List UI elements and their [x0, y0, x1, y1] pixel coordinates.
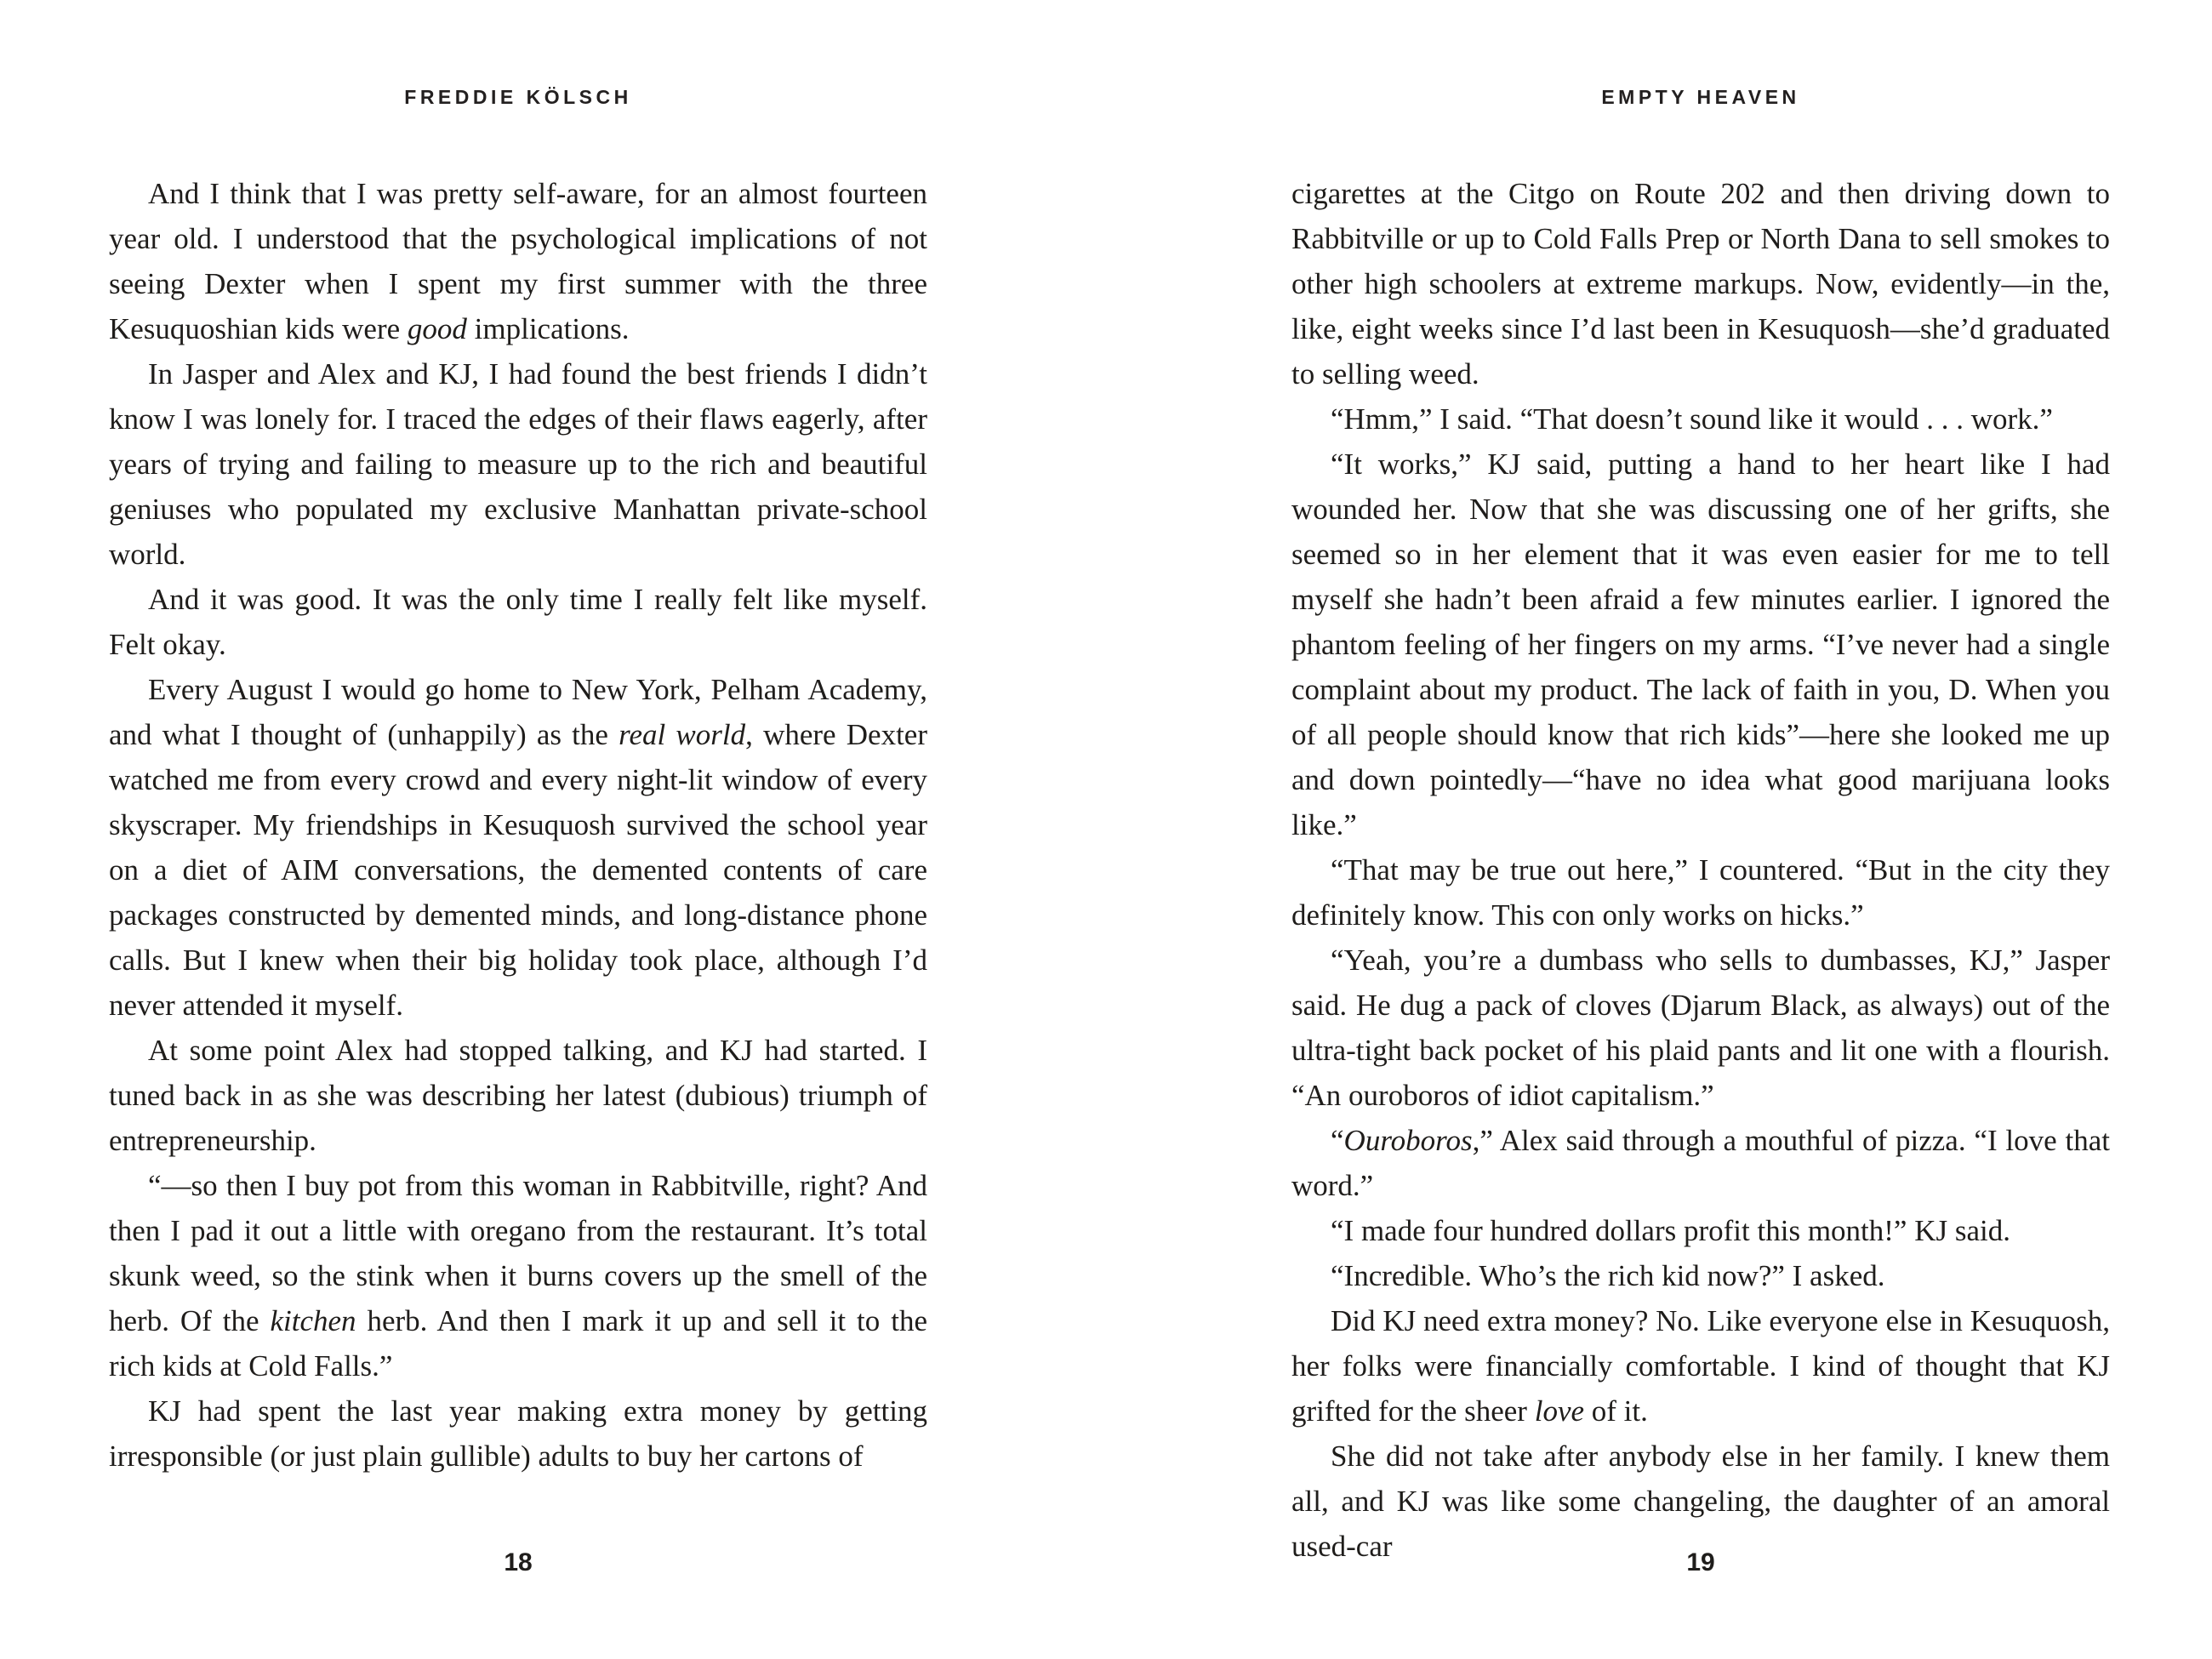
italic-text: real world	[619, 718, 746, 751]
body-text-segment: implications.	[466, 312, 630, 345]
body-paragraph	[109, 171, 927, 351]
italic-text: love	[1534, 1394, 1585, 1428]
body-text-segment: “I made four hundred dollars profit this month!” KJ said.	[1331, 1214, 2010, 1247]
body-text-segment: ,” Alex said through a mouthful of pizza. “I love that word.”	[1291, 1124, 2110, 1202]
body-text-segment: “It works,” KJ said, putting a hand to her heart like I had wounded her. Now that she was discussing one of her grifts, she seemed so in her element that it was even easier for me to tell myself she hadn’t been afraid a few minutes earlier. I ignored the phantom feeling of her fingers on my arms. “I’ve never had a single complaint about my product. The lack of faith in you, D. When you of all people should know that rich kids”—here she looked me up and down pointedly—“have no idea what good marijuana looks like.”	[1291, 448, 2110, 841]
body-paragraph	[109, 577, 927, 667]
body-paragraph	[109, 1388, 927, 1479]
body-text-segment: Every August I would go home to New York, Pelham Academy, and what I thought of (unhappily) as the	[109, 673, 927, 751]
body-text-segment: “Yeah, you’re a dumbass who sells to dumbasses, KJ,” Jasper said. He dug a pack of cloves (Djarum Black, as always) out of the ultra-tight back pocket of his plaid pants and lit one with a flourish. “An ouroboros of idiot capitalism.”	[1291, 944, 2110, 1112]
page-left-body	[109, 171, 927, 1479]
running-header-book-title: EMPTY HEAVEN	[1601, 86, 1800, 108]
running-header-author: FREDDIE KÖLSCH	[404, 86, 632, 108]
body-text-segment: KJ had spent the last year making extra money by getting irresponsible (or just plain gullible) adults to buy her cartons of	[109, 1394, 927, 1473]
body-paragraph	[109, 1028, 927, 1163]
body-text-segment: “Hmm,” I said. “That doesn’t sound like it would . . . work.”	[1331, 402, 2053, 436]
page-left	[109, 0, 927, 1659]
body-text-segment: She did not take after anybody else in her family. I knew them all, and KJ was like some changeling, the daughter of an amoral used-car	[1291, 1440, 2110, 1563]
body-paragraph	[1291, 938, 2110, 1118]
page-right	[1291, 0, 2110, 1659]
body-text-segment: And I think that I was pretty self-aware, for an almost fourteen year old. I understood that the psychological implications of not seeing Dexter when I spent my first summer with the three Kesuquoshian kids were	[109, 177, 927, 345]
italic-text: Ouroboros	[1343, 1124, 1473, 1157]
body-text-segment: herb. And then I mark it up and sell it to the rich kids at Cold Falls.”	[109, 1304, 927, 1382]
body-text-segment: At some point Alex had stopped talking, and KJ had started. I tuned back in as she was describing her latest (dubious) triumph of entrepreneurship.	[109, 1034, 927, 1157]
body-paragraph	[109, 1163, 927, 1388]
body-paragraph	[109, 351, 927, 577]
body-paragraph	[1291, 847, 2110, 938]
body-text-segment: “	[1331, 1124, 1344, 1157]
body-paragraph	[1291, 171, 2110, 396]
body-text-segment: , where Dexter watched me from every crowd and every night-lit window of every skyscraper. My friendships in Kesuquosh survived the school year on a diet of AIM conversations, the demented contents of care packages constructed by demented minds, and long-distance phone calls. But I knew when their big holiday took place, although I’d never attended it myself.	[109, 718, 927, 1022]
body-text-segment: In Jasper and Alex and KJ, I had found the best friends I didn’t know I was lonely for. I traced the edges of their flaws eagerly, after years of trying and failing to measure up to the rich and beautiful geniuses who populated my exclusive Manhattan private-school world.	[109, 357, 927, 571]
body-paragraph	[109, 667, 927, 1028]
body-text-segment: Did KJ need extra money? No. Like everyone else in Kesuquosh, her folks were financially comfortable. I kind of thought that KJ grifted for the sheer	[1291, 1304, 2110, 1428]
body-text-segment: cigarettes at the Citgo on Route 202 and then driving down to Rabbitville or up to Cold Falls Prep or North Dana to sell smokes to other high schoolers at extreme markups. Now, evidently—in the, like, eight weeks since I’d last been in Kesuquosh—she’d graduated to selling weed.	[1291, 177, 2110, 391]
italic-text: kitchen	[270, 1304, 356, 1337]
italic-text: good	[407, 312, 467, 345]
page-number-left: 18	[504, 1548, 533, 1576]
body-paragraph	[1291, 1208, 2110, 1253]
body-paragraph	[1291, 396, 2110, 442]
body-paragraph	[1291, 1118, 2110, 1208]
body-paragraph	[1291, 1253, 2110, 1298]
page-number-right: 19	[1686, 1548, 1715, 1576]
page-right-body	[1291, 171, 2110, 1569]
body-text-segment: “—so then I buy pot from this woman in Rabbitville, right? And then I pad it out a little with oregano from the restaurant. It’s total skunk weed, so the stink when it burns covers up the smell of the herb. Of the	[109, 1169, 927, 1337]
body-text-segment: And it was good. It was the only time I really felt like myself. Felt okay.	[109, 583, 927, 661]
body-text-segment: “That may be true out here,” I countered. “But in the city they definitely know. This con only works on hicks.”	[1291, 853, 2110, 932]
body-text-segment: of it.	[1584, 1394, 1648, 1428]
body-paragraph	[1291, 442, 2110, 847]
body-text-segment: “Incredible. Who’s the rich kid now?” I asked.	[1331, 1259, 1885, 1292]
body-paragraph	[1291, 1298, 2110, 1434]
